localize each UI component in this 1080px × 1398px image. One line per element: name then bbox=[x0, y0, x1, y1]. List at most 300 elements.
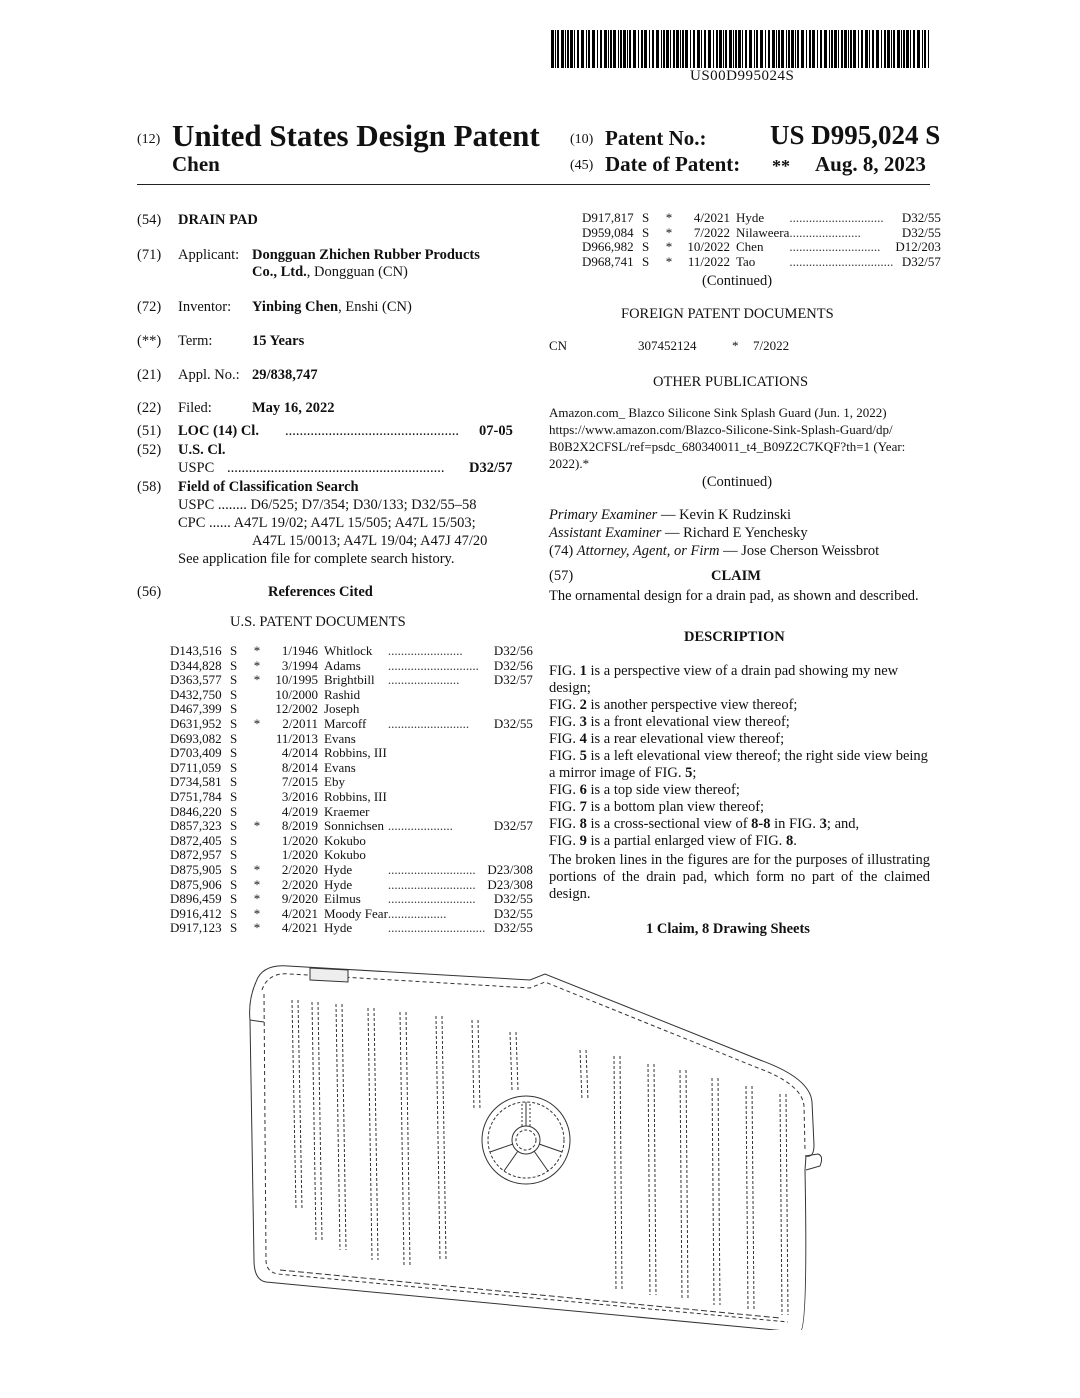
barcode bbox=[551, 30, 929, 68]
reference-class: D32/57 bbox=[493, 672, 533, 688]
reference-row bbox=[170, 907, 533, 922]
field-code: (58) bbox=[137, 479, 162, 495]
barcode-bar bbox=[901, 30, 902, 68]
barcode-bar bbox=[781, 30, 784, 68]
reference-dots: ............................ bbox=[789, 239, 881, 255]
barcode-bar bbox=[801, 30, 804, 68]
reference-kind: S bbox=[642, 210, 650, 225]
barcode-bar bbox=[786, 30, 787, 68]
description-text-part: . bbox=[793, 833, 797, 849]
barcode-bar bbox=[713, 30, 714, 68]
reference-row bbox=[170, 921, 533, 936]
barcode-graphic bbox=[551, 30, 929, 68]
barcode-bar bbox=[567, 30, 569, 68]
barcode-bar bbox=[629, 30, 631, 68]
reference-name: Hyde bbox=[324, 876, 353, 892]
barcode-bar bbox=[861, 30, 863, 68]
reference-dots: ........................... bbox=[387, 861, 476, 877]
rib-line bbox=[400, 1012, 404, 1265]
description-text-part: is a left elevational view thereof; the right side view being a mirror image of FIG. bbox=[549, 748, 928, 781]
uspc-dots: ............................................................ bbox=[227, 460, 445, 476]
description-text-part: is a top side view thereof; bbox=[586, 782, 740, 798]
barcode-bar bbox=[641, 30, 643, 68]
barcode-bar bbox=[844, 30, 847, 68]
reference-dots: ...................... bbox=[387, 672, 460, 688]
reference-kind: S bbox=[230, 905, 238, 921]
reference-date: 9/2020 bbox=[281, 891, 318, 907]
reference-kind: S bbox=[642, 253, 650, 269]
barcode-bar bbox=[701, 30, 702, 68]
reference-star: * bbox=[253, 861, 261, 877]
reference-kind: S bbox=[230, 701, 238, 717]
reference-row bbox=[170, 819, 533, 834]
rib-line bbox=[516, 1032, 518, 1090]
reference-name: Chen bbox=[736, 239, 764, 255]
barcode-bar bbox=[623, 30, 626, 68]
description-line bbox=[549, 816, 930, 833]
barcode-bar bbox=[768, 30, 770, 68]
barcode-bar bbox=[756, 30, 758, 68]
reference-row bbox=[170, 892, 533, 907]
reference-date: 7/2015 bbox=[281, 774, 318, 790]
reference-star: * bbox=[253, 876, 261, 892]
uscl-code: (52) bbox=[137, 442, 162, 458]
foreign-number: 307452124 bbox=[638, 338, 697, 353]
drain-pad-drawing bbox=[240, 960, 840, 1330]
barcode-bar bbox=[588, 30, 590, 68]
barcode-bar bbox=[618, 30, 619, 68]
reference-class: D32/55 bbox=[493, 715, 533, 731]
reference-date: 10/2000 bbox=[275, 686, 318, 702]
uspc-label: USPC bbox=[178, 460, 215, 476]
barcode-bar bbox=[663, 30, 665, 68]
reference-date: 11/2022 bbox=[687, 253, 730, 269]
description-line bbox=[549, 663, 930, 697]
reference-class bbox=[485, 775, 533, 790]
reference-date: 4/2021 bbox=[281, 905, 318, 921]
barcode-bar bbox=[817, 30, 818, 68]
reference-dots bbox=[388, 848, 486, 863]
reference-date: 10/1995 bbox=[275, 672, 318, 688]
reference-date: 2/2020 bbox=[281, 861, 318, 877]
figure-ref: 6 bbox=[579, 782, 587, 798]
rib-line bbox=[374, 1008, 378, 1260]
rib-line bbox=[654, 1064, 656, 1295]
rib-line bbox=[510, 1032, 512, 1090]
barcode-bar bbox=[604, 30, 607, 68]
appl-label: Appl. No.: bbox=[178, 367, 240, 383]
reference-date: 4/2019 bbox=[281, 803, 318, 819]
description-text-part: is a bottom plan view thereof; bbox=[586, 799, 765, 815]
reference-star: * bbox=[665, 239, 673, 255]
rib-line bbox=[336, 1004, 340, 1250]
figure-ref: 3 bbox=[819, 816, 827, 832]
barcode-bar bbox=[557, 30, 559, 68]
reference-date: 8/2014 bbox=[281, 759, 318, 775]
reference-number: D363,577 bbox=[170, 672, 222, 688]
barcode-bar bbox=[733, 30, 734, 68]
figure-ref: 5 bbox=[579, 748, 587, 764]
reference-class: D32/55 bbox=[901, 210, 941, 225]
loc-value: 07-05 bbox=[479, 423, 513, 439]
reference-row bbox=[170, 775, 533, 790]
reference-dots: ............................. bbox=[789, 210, 884, 225]
reference-number: D703,409 bbox=[170, 745, 222, 761]
reference-kind: S bbox=[230, 861, 238, 877]
barcode-bar bbox=[638, 30, 639, 68]
reference-row bbox=[170, 805, 533, 820]
reference-star bbox=[246, 746, 268, 761]
primary-examiner-name: — Kevin K Rudzinski bbox=[657, 507, 792, 523]
reference-row bbox=[170, 761, 533, 776]
barcode-bar bbox=[656, 30, 659, 68]
foreign-country: CN bbox=[549, 338, 568, 353]
us-references-list bbox=[170, 644, 533, 936]
barcode-bar bbox=[690, 30, 691, 68]
barcode-bar bbox=[788, 30, 790, 68]
reference-kind: S bbox=[230, 672, 238, 688]
uspc-value: D32/57 bbox=[469, 460, 513, 476]
reference-dots: .................. bbox=[387, 905, 447, 921]
barcode-bar bbox=[561, 30, 564, 68]
reference-kind: S bbox=[230, 803, 238, 819]
rib-line bbox=[472, 1020, 474, 1110]
reference-kind: S bbox=[230, 643, 238, 658]
appl-code: (21) bbox=[137, 367, 162, 383]
field-line-note: See application file for complete search history. bbox=[178, 551, 455, 567]
reference-dots: ....................... bbox=[387, 643, 463, 658]
barcode-bar bbox=[910, 30, 911, 68]
term-value: 15 Years bbox=[252, 333, 305, 349]
reference-dots bbox=[388, 790, 486, 805]
barcode-bar bbox=[633, 30, 636, 68]
barcode-bar bbox=[570, 30, 573, 68]
reference-class: D23/308 bbox=[487, 861, 533, 877]
reference-class bbox=[485, 805, 533, 820]
rib-line bbox=[752, 1086, 754, 1310]
figure-ref: 9 bbox=[579, 833, 587, 849]
barcode-bar bbox=[824, 30, 827, 68]
reference-dots bbox=[388, 805, 486, 820]
description-text-part: FIG. bbox=[549, 731, 580, 747]
barcode-bar bbox=[848, 30, 849, 68]
reference-star bbox=[246, 732, 268, 747]
reference-star: * bbox=[665, 224, 673, 240]
primary-examiner bbox=[549, 507, 791, 524]
barcode-bar bbox=[666, 30, 669, 68]
reference-star: * bbox=[253, 715, 261, 731]
inventor-code: (72) bbox=[137, 299, 162, 315]
reference-name: Moody Fear bbox=[324, 905, 388, 921]
reference-dots: ...................... bbox=[789, 224, 861, 240]
rib-line bbox=[318, 1002, 322, 1240]
reference-class bbox=[485, 761, 533, 776]
barcode-bar bbox=[917, 30, 920, 68]
reference-number: D896,459 bbox=[170, 891, 222, 907]
applicant-line2 bbox=[252, 264, 408, 281]
reference-row bbox=[582, 211, 941, 226]
reference-dots bbox=[388, 688, 486, 703]
us-docs-label: U.S. PATENT DOCUMENTS bbox=[230, 614, 406, 630]
reference-date: 2/2011 bbox=[282, 715, 318, 731]
rib-line bbox=[712, 1078, 714, 1305]
description-text-part: is a rear elevational view thereof; bbox=[586, 731, 785, 747]
barcode-bar bbox=[742, 30, 743, 68]
inventor-location: , Enshi (CN) bbox=[338, 299, 412, 315]
filed-code: (22) bbox=[137, 400, 162, 416]
reference-star: * bbox=[253, 920, 261, 936]
barcode-bar bbox=[891, 30, 892, 68]
references-table-left bbox=[170, 644, 533, 936]
barcode-bar bbox=[806, 30, 807, 68]
reference-star bbox=[246, 790, 268, 805]
other-pub-line: https://www.amazon.com/Blazco-Silicone-Sink-Splash-Guard/dp/ bbox=[549, 422, 893, 437]
rib-line bbox=[580, 1050, 582, 1100]
barcode-bar bbox=[881, 30, 882, 68]
reference-row bbox=[170, 659, 533, 674]
barcode-bar bbox=[738, 30, 741, 68]
refs-label: References Cited bbox=[268, 584, 373, 600]
reference-dots bbox=[388, 702, 486, 717]
reference-class bbox=[485, 688, 533, 703]
reference-number: D432,750 bbox=[170, 686, 222, 702]
reference-name: Joseph bbox=[324, 701, 360, 717]
reference-date: 8/2019 bbox=[281, 818, 318, 834]
reference-dots bbox=[388, 775, 486, 790]
reference-kind: S bbox=[230, 891, 238, 907]
barcode-bar bbox=[723, 30, 724, 68]
drain-pad-perspective-figure bbox=[240, 960, 840, 1330]
reference-kind: S bbox=[642, 239, 650, 255]
loc-code: (51) bbox=[137, 423, 162, 439]
reference-dots: ................................ bbox=[789, 253, 894, 269]
barcode-bar bbox=[586, 30, 587, 68]
barcode-bar bbox=[834, 30, 837, 68]
reference-dots bbox=[388, 732, 486, 747]
description-line bbox=[549, 833, 930, 850]
reference-class: D32/57 bbox=[493, 818, 533, 834]
barcode-bar bbox=[652, 30, 654, 68]
barcode-bar bbox=[608, 30, 609, 68]
reference-name: Robbins, III bbox=[324, 788, 387, 804]
barcode-bar bbox=[913, 30, 915, 68]
assistant-examiner bbox=[549, 525, 808, 542]
reference-number: D916,412 bbox=[170, 905, 222, 921]
rib-line bbox=[718, 1078, 720, 1305]
barcode-bar bbox=[928, 30, 929, 68]
reference-row bbox=[170, 688, 533, 703]
reference-date: 4/2021 bbox=[693, 210, 730, 225]
filed-value: May 16, 2022 bbox=[252, 400, 335, 416]
barcode-bar bbox=[876, 30, 879, 68]
reference-name: Nilaweera bbox=[736, 224, 790, 240]
inventor-name: Yinbing Chen bbox=[252, 299, 339, 315]
barcode-bar bbox=[893, 30, 895, 68]
description-line bbox=[549, 697, 930, 714]
inventor-value bbox=[252, 299, 412, 316]
reference-number: D875,905 bbox=[170, 861, 222, 877]
barcode-bar bbox=[670, 30, 671, 68]
description-text-part: is a cross-sectional view of bbox=[586, 816, 752, 832]
reference-kind: S bbox=[230, 686, 238, 702]
reference-number: D968,741 bbox=[582, 253, 634, 269]
foreign-docs-label: FOREIGN PATENT DOCUMENTS bbox=[621, 306, 834, 322]
barcode-bar bbox=[620, 30, 622, 68]
other-pubs-label: OTHER PUBLICATIONS bbox=[653, 374, 809, 390]
reference-row bbox=[170, 702, 533, 717]
reference-name: Whitlock bbox=[324, 643, 373, 658]
barcode-bar bbox=[725, 30, 727, 68]
rib-line bbox=[436, 1016, 440, 1260]
rib-line bbox=[312, 1002, 316, 1240]
barcode-bar bbox=[858, 30, 859, 68]
description-text-part: FIG. bbox=[549, 697, 580, 713]
barcode-bar bbox=[565, 30, 566, 68]
barcode-number: US00D995024S bbox=[690, 68, 795, 84]
barcode-bar bbox=[924, 30, 926, 68]
attorney bbox=[549, 543, 879, 560]
description-text-part: FIG. bbox=[549, 816, 580, 832]
barcode-bar bbox=[697, 30, 700, 68]
uscl-label: U.S. Cl. bbox=[178, 442, 226, 458]
reference-kind: S bbox=[230, 788, 238, 804]
barcode-bar bbox=[765, 30, 766, 68]
rib-line bbox=[614, 1056, 616, 1290]
barcode-bar bbox=[597, 30, 598, 68]
reference-number: D917,817 bbox=[582, 210, 634, 225]
reference-date: 2/2020 bbox=[281, 876, 318, 892]
rib-line bbox=[620, 1056, 622, 1290]
other-pub-line: 2022).* bbox=[549, 456, 590, 471]
reference-class: D23/308 bbox=[487, 876, 533, 892]
barcode-bar bbox=[745, 30, 747, 68]
inventor-label: Inventor: bbox=[178, 299, 232, 315]
description-text-part: FIG. bbox=[549, 782, 580, 798]
barcode-bar bbox=[749, 30, 752, 68]
applicant-code: (71) bbox=[137, 247, 162, 263]
barcode-bar bbox=[887, 30, 890, 68]
barcode-bar bbox=[820, 30, 822, 68]
reference-kind: S bbox=[230, 832, 238, 848]
reference-number: D959,084 bbox=[582, 224, 634, 240]
applicant-label: Applicant: bbox=[178, 247, 240, 263]
reference-date: 1/1946 bbox=[281, 643, 318, 658]
barcode-bar bbox=[676, 30, 679, 68]
barcode-bar bbox=[776, 30, 777, 68]
reference-number: D751,784 bbox=[170, 788, 222, 804]
reference-star bbox=[246, 834, 268, 849]
reference-date: 1/2020 bbox=[281, 847, 318, 863]
term-label: Term: bbox=[178, 333, 213, 349]
rib-line bbox=[648, 1064, 650, 1295]
reference-class bbox=[485, 732, 533, 747]
primary-examiner-label: Primary Examiner bbox=[549, 507, 658, 523]
claim-code: (57) bbox=[549, 568, 574, 584]
continued-pubs: (Continued) bbox=[702, 474, 773, 490]
appl-value: 29/838,747 bbox=[252, 367, 318, 383]
barcode-bar bbox=[716, 30, 718, 68]
claim-text: The ornamental design for a drain pad, as shown and described. bbox=[549, 588, 919, 604]
reference-name: Adams bbox=[324, 657, 361, 673]
reference-dots: ......................... bbox=[387, 715, 470, 731]
reference-kind: S bbox=[230, 730, 238, 746]
reference-row bbox=[170, 717, 533, 732]
description-text-part: in FIG. bbox=[770, 816, 820, 832]
reference-class: D32/55 bbox=[493, 920, 533, 936]
description-line bbox=[549, 714, 930, 731]
reference-number: D467,399 bbox=[170, 701, 222, 717]
reference-number: D734,581 bbox=[170, 774, 222, 790]
reference-kind: S bbox=[642, 224, 650, 240]
reference-number: D143,516 bbox=[170, 643, 222, 658]
barcode-bar bbox=[661, 30, 662, 68]
reference-name: Brightbill bbox=[324, 672, 375, 688]
reference-name: Hyde bbox=[324, 861, 353, 877]
rib-line bbox=[298, 1000, 302, 1210]
reference-row bbox=[582, 255, 941, 270]
reference-row bbox=[170, 673, 533, 688]
applicant-line1: Dongguan Zhichen Rubber Products bbox=[252, 247, 480, 263]
reference-date: 10/2022 bbox=[687, 239, 730, 255]
rib-line bbox=[786, 1094, 788, 1315]
description-heading: DESCRIPTION bbox=[684, 629, 785, 645]
reference-dots bbox=[388, 834, 486, 849]
reference-number: D917,123 bbox=[170, 920, 222, 936]
barcode-bar bbox=[829, 30, 830, 68]
rib-line bbox=[586, 1050, 588, 1100]
reference-dots bbox=[388, 746, 486, 761]
foreign-date: 7/2022 bbox=[753, 338, 790, 353]
barcode-bar bbox=[778, 30, 780, 68]
code-10: (10) bbox=[570, 132, 594, 147]
reference-name: Eby bbox=[324, 774, 345, 790]
reference-star bbox=[246, 775, 268, 790]
reference-row bbox=[582, 240, 941, 255]
rib-line bbox=[368, 1008, 372, 1260]
filed-label: Filed: bbox=[178, 400, 212, 416]
figure-ref: 5 bbox=[685, 765, 693, 781]
attorney-label: Attorney, Agent, or Firm bbox=[576, 543, 720, 559]
description-text-part: FIG. bbox=[549, 748, 580, 764]
reference-row bbox=[582, 226, 941, 241]
barcode-bar bbox=[853, 30, 856, 68]
reference-name: Tao bbox=[736, 253, 756, 269]
barcode-bar bbox=[673, 30, 675, 68]
reference-name: Robbins, III bbox=[324, 745, 387, 761]
description-text-part: ; and, bbox=[826, 816, 860, 832]
reference-kind: S bbox=[230, 920, 238, 936]
reference-name: Evans bbox=[324, 759, 356, 775]
reference-number: D344,828 bbox=[170, 657, 222, 673]
barcode-bar bbox=[592, 30, 595, 68]
reference-star bbox=[246, 702, 268, 717]
reference-star: * bbox=[665, 253, 673, 269]
other-pub-line: B0B2X2CFSL/ref=psdc_680340011_t4_B09Z2C7KQF?th=1 (Year: bbox=[549, 439, 906, 454]
reference-star bbox=[246, 688, 268, 703]
description-text-part: FIG. bbox=[549, 833, 580, 849]
field-line-cpc-cont: A47L 15/0013; A47L 19/04; A47J 47/20 bbox=[252, 533, 488, 549]
barcode-bar bbox=[754, 30, 755, 68]
reference-star: * bbox=[253, 905, 261, 921]
patent-date: Aug. 8, 2023 bbox=[815, 152, 926, 176]
barcode-bar bbox=[627, 30, 628, 68]
figure-ref: 8 bbox=[579, 816, 587, 832]
reference-class: D32/56 bbox=[493, 657, 533, 673]
reference-kind: S bbox=[230, 657, 238, 673]
reference-class: D32/56 bbox=[493, 643, 533, 658]
barcode-bar bbox=[735, 30, 737, 68]
patent-type-title: United States Design Patent bbox=[172, 118, 540, 153]
